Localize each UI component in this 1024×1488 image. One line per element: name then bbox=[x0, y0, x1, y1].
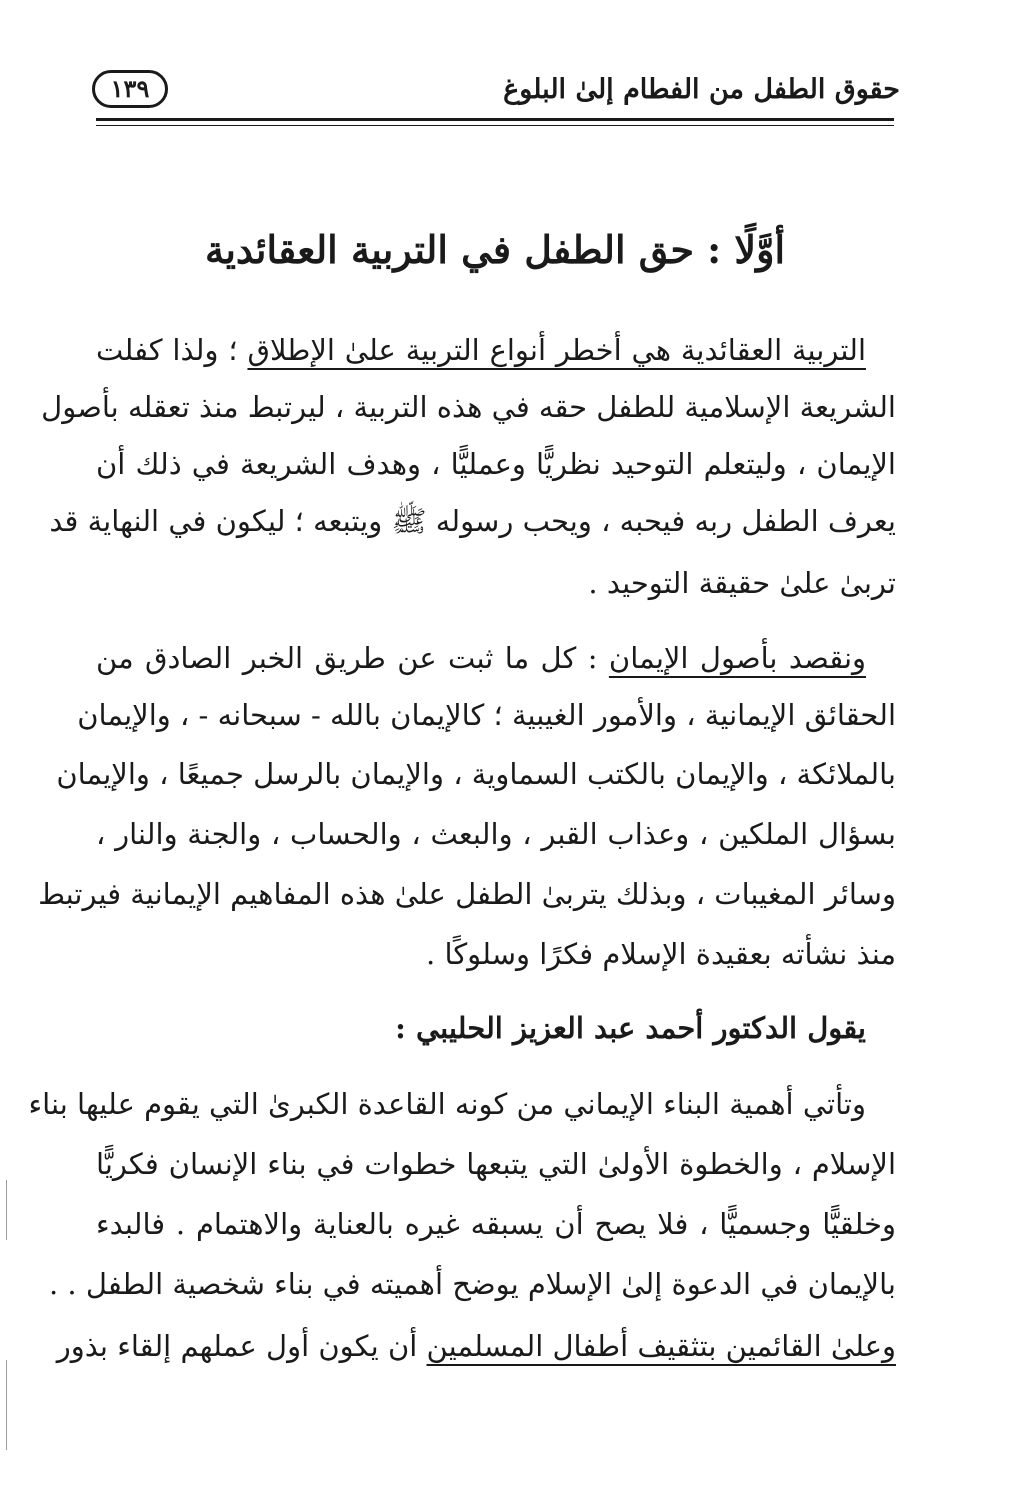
p3-line-4-seg-1: بالإيمان في الدعوة إلىٰ الإسلام يوضح أهميته في بناء شخصية الطفل . . bbox=[49, 1267, 896, 1301]
p3-line-4 bbox=[49, 1262, 896, 1306]
p1-line-3 bbox=[96, 442, 896, 486]
scan-mark bbox=[6, 1180, 7, 1240]
p2-line-6-seg-1: منذ نشأته بعقيدة الإسلام فكرًا وسلوكًا . bbox=[426, 937, 896, 971]
p3-line-3 bbox=[96, 1202, 896, 1246]
p1-line-2-seg-1: الشريعة الإسلامية للطفل حقه في هذه التربية ، ليرتبط منذ تعقله بأصول bbox=[41, 390, 896, 424]
p2-line-1-seg-1: ونقصد بأصول الإيمان bbox=[608, 641, 867, 675]
p2-line-4-seg-1: بسؤال الملكين ، وعذاب القبر ، والبعث ، والحساب ، والجنة والنار ، bbox=[96, 817, 896, 851]
p3-line-2-seg-1: الإسلام ، والخطوة الأولىٰ التي يتبعها خطوات في بناء الإنسان فكريًّا bbox=[96, 1147, 896, 1181]
scan-mark bbox=[6, 1360, 7, 1450]
page-number-badge bbox=[92, 70, 168, 108]
p2-line-4 bbox=[96, 812, 896, 856]
p3-line-1 bbox=[28, 1082, 866, 1126]
p2-line-3-seg-1: بالملائكة ، والإيمان بالكتب السماوية ، والإيمان بالرسل جميعًا ، والإيمان bbox=[56, 757, 896, 791]
quote-intro: يقول الدكتور أحمد عبد العزيز الحليبي : bbox=[395, 1011, 866, 1045]
p2-line-6 bbox=[96, 932, 896, 976]
p3-line-1-seg-1: وتأتي أهمية البناء الإيماني من كونه القاعدة الكبرىٰ التي يقوم عليها بناء bbox=[28, 1087, 866, 1121]
p2-line-3 bbox=[56, 752, 896, 796]
p1-line-5 bbox=[96, 561, 896, 605]
p2-line-1 bbox=[96, 636, 866, 680]
page-number: ١٣٩ bbox=[110, 74, 150, 103]
header-rule-thick bbox=[96, 118, 894, 121]
p1-line-3-seg-1: الإيمان ، وليتعلم التوحيد نظريًّا وعمليًّا ، وهدف الشريعة في ذلك أن bbox=[96, 447, 896, 481]
p1-line-1-seg-2: ؛ ولذا كفلت bbox=[96, 333, 248, 367]
running-title: حقوق الطفل من الفطام إلىٰ البلوغ bbox=[503, 74, 900, 105]
p1-line-1 bbox=[96, 328, 866, 372]
p1-line-4 bbox=[49, 499, 896, 543]
p3-line-5 bbox=[56, 1324, 896, 1368]
header-rule-thin bbox=[96, 125, 894, 126]
p3-line-5-seg-1: وعلىٰ القائمين بتثقيف أطفال المسلمين bbox=[426, 1329, 896, 1363]
p2-line-5-seg-1: وسائر المغيبات ، وبذلك يتربىٰ الطفل علىٰ هذه المفاهيم الإيمانية فيرتبط bbox=[38, 877, 896, 911]
p1-line-1-seg-1: التربية العقائدية هي أخطر أنواع التربية علىٰ الإطلاق bbox=[247, 333, 866, 367]
p1-line-5-seg-1: تربىٰ علىٰ حقيقة التوحيد . bbox=[588, 566, 896, 600]
p3-line-2 bbox=[96, 1142, 896, 1186]
p2-line-2 bbox=[77, 693, 896, 737]
section-heading: أوَّلًا : حق الطفل في التربية العقائدية bbox=[204, 227, 786, 272]
p1-line-4-seg-1: يعرف الطفل ربه فيحبه ، ويحب رسوله ﷺ ويتبعه ؛ ليكون في النهاية قد bbox=[49, 504, 896, 538]
p2-line-1-seg-2: : كل ما ثبت عن طريق الخبر الصادق من bbox=[96, 641, 609, 675]
p2-line-2-seg-1: الحقائق الإيمانية ، والأمور الغيبية ؛ كالإيمان بالله - سبحانه - ، والإيمان bbox=[77, 698, 896, 732]
p3-line-5-seg-2: أن يكون أول عملهم إلقاء بذور bbox=[56, 1329, 427, 1363]
p3-line-3-seg-1: وخلقيًّا وجسميًّا ، فلا يصح أن يسبقه غيره بالعناية والاهتمام . فالبدء bbox=[96, 1207, 896, 1241]
p1-line-2 bbox=[41, 385, 896, 429]
p2-line-5 bbox=[38, 872, 896, 916]
